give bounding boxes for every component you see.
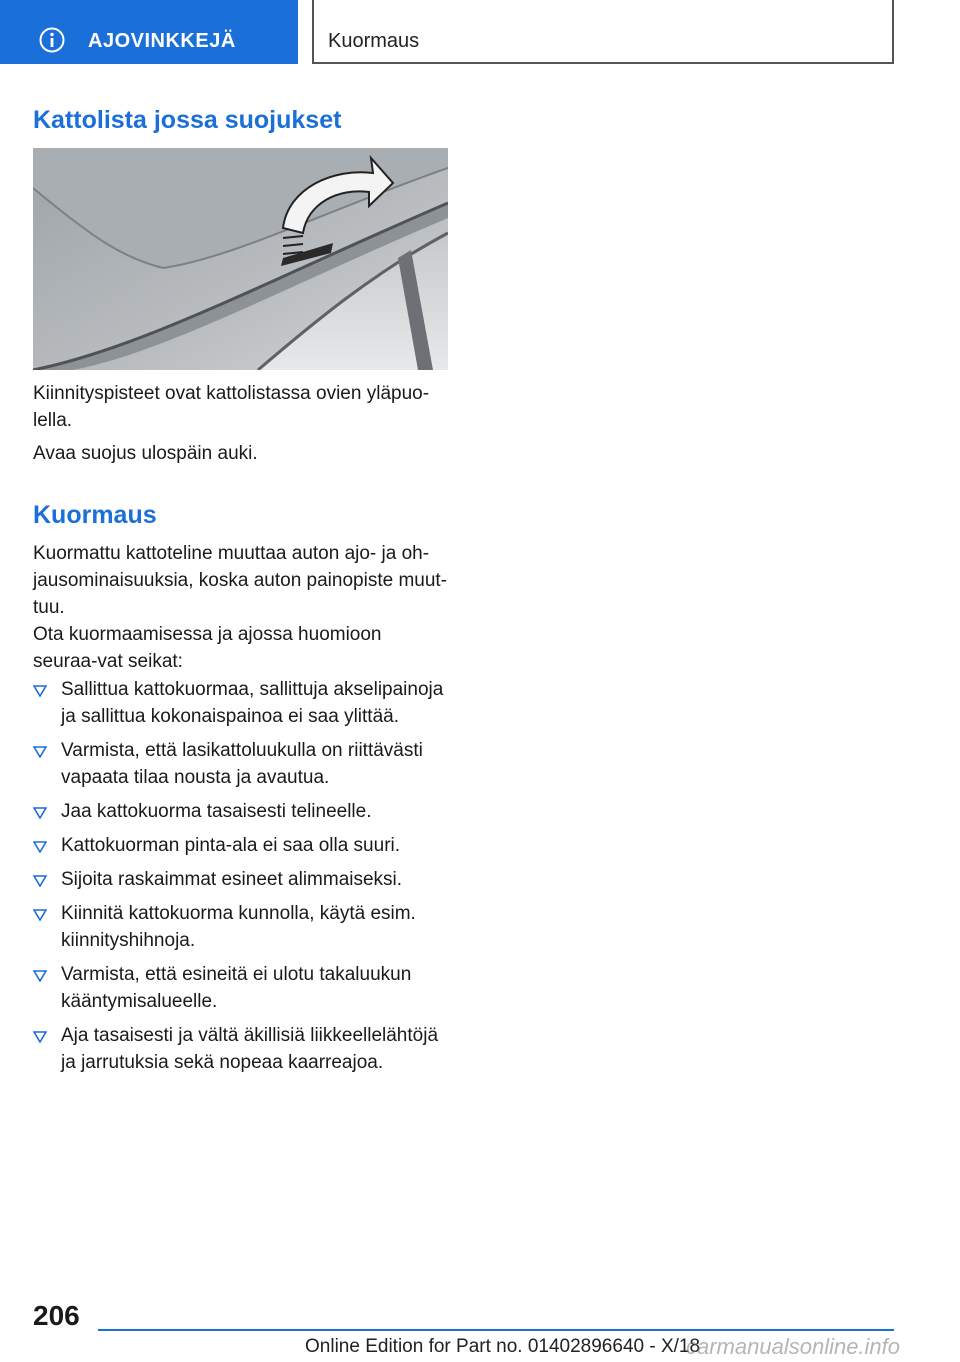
loading-checklist bbox=[33, 676, 453, 1083]
triangle-bullet-icon bbox=[33, 970, 47, 982]
section-tab bbox=[0, 0, 298, 64]
roof-rail-paragraph-2: Avaa suojus ulospäin auki. bbox=[33, 443, 258, 464]
triangle-bullet-icon bbox=[33, 1031, 47, 1043]
loading-paragraph-2: Ota kuormaamisessa ja ajossa huomioon seuraa-vat seikat: bbox=[33, 624, 382, 672]
page-number: 206 bbox=[33, 1300, 80, 1331]
info-icon bbox=[38, 26, 66, 54]
roof-rail-paragraph-1: Kiinnityspisteet ovat kattolistassa ovien yläpuo-lella. bbox=[33, 383, 430, 431]
edition-footer: Online Edition for Part no. 01402896640 - X/18 bbox=[305, 1336, 701, 1357]
loading-paragraph-1: Kuormattu kattoteline muuttaa auton ajo- ja oh-jausominaisuuksia, koska auton painopiste muut-tuu. bbox=[33, 543, 448, 618]
list-item: Jaa kattokuorma tasaisesti telineelle. bbox=[33, 798, 453, 825]
triangle-bullet-icon bbox=[33, 841, 47, 853]
chapter-label: Kuormaus bbox=[328, 30, 420, 52]
watermark: carmanualsonline.info bbox=[686, 1334, 901, 1359]
triangle-bullet-icon bbox=[33, 807, 47, 819]
triangle-bullet-icon bbox=[33, 875, 47, 887]
section-title-roof-rail: Kattolista jossa suojukset bbox=[33, 106, 342, 134]
section-label: AJOVINKKEJÄ bbox=[88, 30, 236, 52]
chapter-tab bbox=[312, 0, 894, 64]
list-item: Kattokuorman pinta-ala ei saa olla suuri. bbox=[33, 832, 453, 859]
roof-rail-cover-illustration bbox=[33, 148, 448, 370]
list-item: Sijoita raskaimmat esineet alimmaiseksi. bbox=[33, 866, 453, 893]
triangle-bullet-icon bbox=[33, 909, 47, 921]
footer-divider bbox=[98, 1329, 894, 1331]
list-item: Sallittua kattokuormaa, sallittuja akselipainoja ja sallittua kokonaispainoa ei saa ylittää. bbox=[33, 676, 453, 730]
triangle-bullet-icon bbox=[33, 746, 47, 758]
section-title-loading: Kuormaus bbox=[33, 501, 157, 529]
list-item: Varmista, että esineitä ei ulotu takaluukun kääntymisalueelle. bbox=[33, 961, 453, 1015]
list-item: Varmista, että lasikattoluukulla on riittävästi vapaata tilaa nousta ja avautua. bbox=[33, 737, 453, 791]
list-item: Kiinnitä kattokuorma kunnolla, käytä esim. kiinnityshihnoja. bbox=[33, 900, 453, 954]
list-item: Aja tasaisesti ja vältä äkillisiä liikkeellelähtöjä ja jarrutuksia sekä nopeaa kaarreajoa. bbox=[33, 1022, 453, 1076]
triangle-bullet-icon bbox=[33, 685, 47, 697]
